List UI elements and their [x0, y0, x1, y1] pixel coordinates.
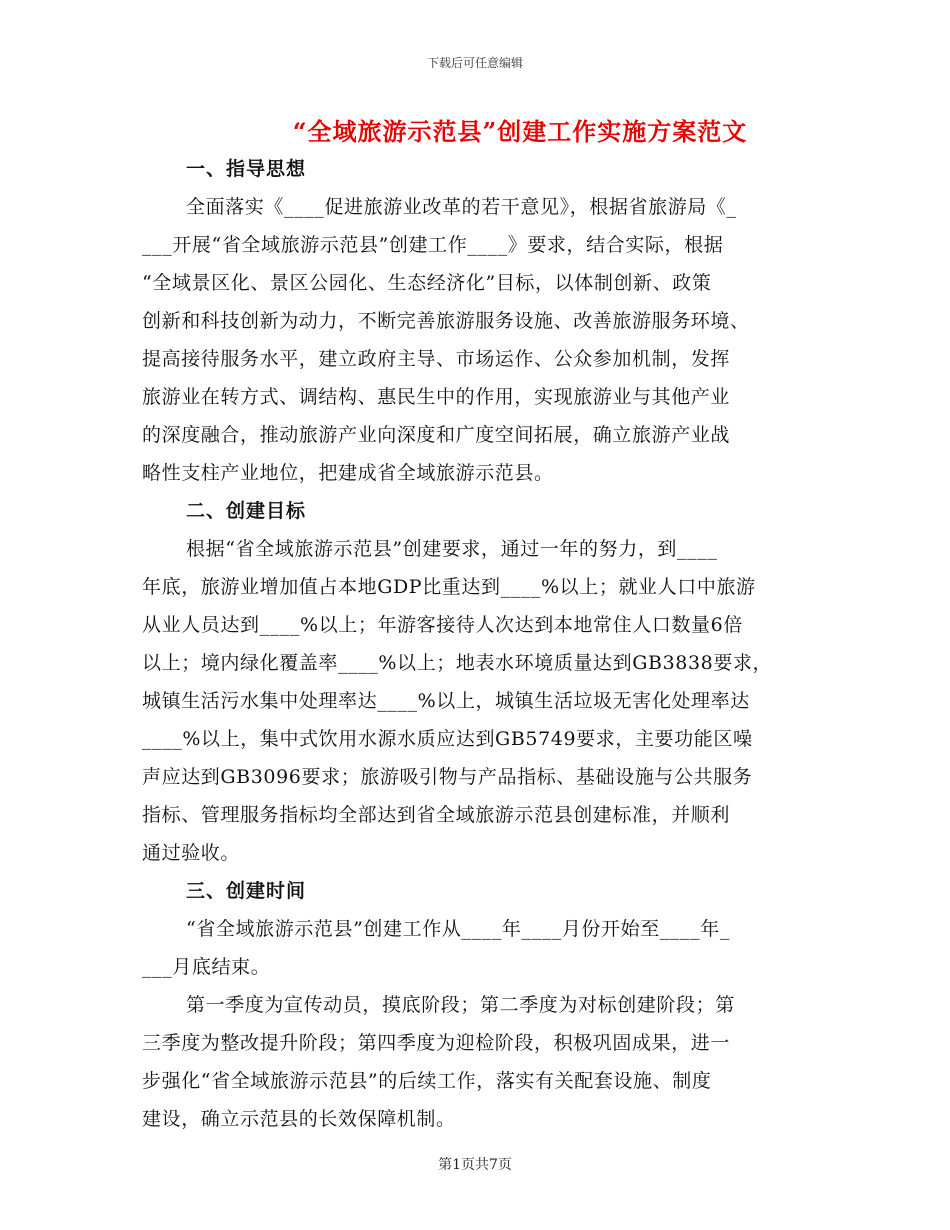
paragraph — [142, 986, 812, 1138]
text-line: 创新和科技创新为动力，不断完善旅游服务设施、改善旅游服务环境、 — [142, 310, 750, 332]
text-line: ___月底结束。 — [142, 956, 271, 978]
document-body — [142, 150, 812, 1138]
paragraph — [142, 188, 812, 492]
text-line: 第一季度为宣传动员，摸底阶段；第二季度为对标创建阶段；第 — [186, 994, 735, 1016]
page-number: 第1页共7页 — [438, 1157, 512, 1173]
text-line: 三季度为整改提升阶段；第四季度为迎检阶段，积极巩固成果，进一 — [142, 1032, 731, 1054]
text-line: 的深度融合，推动旅游产业向深度和广度空间拓展，确立旅游产业战 — [142, 424, 731, 446]
text-line: 旅游业在转方式、调结构、惠民生中的作用，实现旅游业与其他产业 — [142, 386, 731, 408]
text-line: 年底，旅游业增加值占本地GDP比重达到____%以上；就业人口中旅游 — [142, 576, 756, 598]
section-heading-guiding-ideology: 一、指导思想 — [186, 158, 307, 180]
text-line: 建设，确立示范县的长效保障机制。 — [142, 1108, 456, 1130]
text-line: 步强化“省全域旅游示范县”的后续工作，落实有关配套设施、制度 — [142, 1070, 712, 1092]
text-line: 提高接待服务水平，建立政府主导、市场运作、公众参加机制，发挥 — [142, 348, 731, 370]
text-line: ____%以上，集中式饮用水源水质应达到GB5749要求，主要功能区噪 — [142, 728, 753, 750]
text-line: 以上；境内绿化覆盖率____%以上；地表水环境质量达到GB3838要求， — [142, 652, 773, 674]
text-line: 声应达到GB3096要求；旅游吸引物与产品指标、基础设施与公共服务 — [142, 766, 753, 788]
section-heading-creation-time: 三、创建时间 — [186, 880, 307, 902]
text-line: 城镇生活污水集中处理率达____%以上，城镇生活垃圾无害化处理率达 — [142, 690, 750, 712]
header-note: 下载后可任意编辑 — [426, 56, 523, 70]
text-line: 全面落实《____促进旅游业改革的若干意见》，根据省旅游局《_ — [186, 196, 737, 218]
text-line: 从业人员达到____%以上；年游客接待人次达到本地常住人口数量6倍 — [142, 614, 743, 636]
text-line: “全域景区化、景区公园化、生态经济化”目标，以体制创新、政策 — [142, 272, 712, 294]
paragraph — [142, 530, 812, 872]
text-line: 指标、管理服务指标均全部达到省全域旅游示范县创建标准，并顺利 — [142, 804, 731, 826]
document-title: “全域旅游示范县”创建工作实施方案范文 — [292, 117, 748, 146]
text-line: 通过验收。 — [142, 842, 241, 864]
section-heading-creation-goals: 二、创建目标 — [186, 500, 307, 522]
text-line: “省全域旅游示范县”创建工作从____年____月份开始至____年_ — [186, 918, 730, 940]
text-line: 略性支柱产业地位，把建成省全域旅游示范县。 — [142, 462, 554, 484]
text-line: ___开展“省全域旅游示范县”创建工作____》要求，结合实际，根据 — [142, 234, 724, 256]
text-line: 根据“省全域旅游示范县”创建要求，通过一年的努力，到____ — [186, 538, 718, 560]
paragraph — [142, 910, 812, 986]
